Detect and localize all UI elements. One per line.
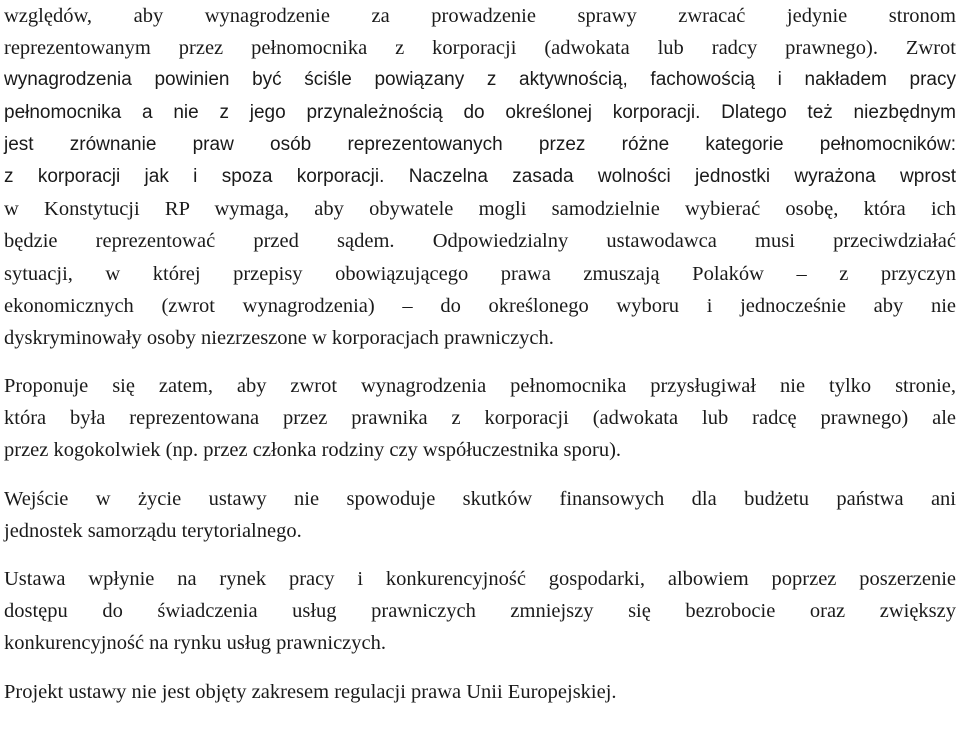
document-page	[4, 0, 956, 708]
paragraph-eu-law	[4, 676, 956, 708]
text-line: Projekt ustawy nie jest objęty zakresem regulacji prawa Unii Europejskiej.	[4, 680, 617, 703]
text-line: dostępu do świadczenia usług prawniczych zmniejszy się bezrobocie oraz zwiększy	[4, 600, 956, 623]
text-line: dyskryminowały osoby niezrzeszone w korporacjach prawniczych.	[4, 326, 554, 349]
text-line: z korporacji jak i spoza korporacji. Naczelna zasada wolności jednostki wyrażona wprost	[4, 165, 956, 187]
text-line: wynagrodzenia powinien być ściśle powiązany z aktywnością, fachowością i nakładem pracy	[4, 69, 956, 91]
text-line: przez kogokolwiek (np. przez członka rodziny czy współuczestnika sporu).	[4, 439, 622, 462]
text-line: ekonomicznych (zwrot wynagrodzenia) – do określonego wyboru i jednocześnie aby nie	[4, 294, 956, 317]
text-line: konkurencyjność na rynku usług prawniczych.	[4, 632, 386, 655]
text-line: będzie reprezentować przed sądem. Odpowiedzialny ustawodawca musi przeciwdziałać	[4, 230, 956, 253]
text-line: reprezentowanym przez pełnomocnika z korporacji (adwokata lub radcy prawnego). Zwrot	[4, 37, 956, 60]
paragraph-gap	[4, 467, 956, 483]
paragraph-labour-market	[4, 563, 956, 660]
paragraph-remuneration	[4, 0, 956, 354]
text-line: Proponuje się zatem, aby zwrot wynagrodzenia pełnomocnika przysługiwał nie tylko stronie,	[4, 375, 956, 398]
text-line: jednostek samorządu terytorialnego.	[4, 519, 302, 542]
paragraph-gap	[4, 547, 956, 563]
paragraph-gap	[4, 354, 956, 370]
text-line: sytuacji, w której przepisy obowiązującego prawa zmuszają Polaków – z przyczyn	[4, 262, 956, 285]
text-line: która była reprezentowana przez prawnika z korporacji (adwokata lub radcę prawnego) ale	[4, 407, 956, 430]
text-line: pełnomocnika a nie z jego przynależnością do określonej korporacji. Dlatego też niezbędnym	[4, 101, 956, 123]
text-line: Wejście w życie ustawy nie spowoduje skutków finansowych dla budżetu państwa ani	[4, 487, 956, 510]
text-line: w Konstytucji RP wymaga, aby obywatele mogli samodzielnie wybierać osobę, która ich	[4, 198, 956, 221]
paragraph-gap	[4, 660, 956, 676]
paragraph-financial-effects	[4, 483, 956, 547]
text-line: jest zrównanie praw osób reprezentowanych przez różne kategorie pełnomocników:	[4, 133, 956, 155]
text-line: Ustawa wpłynie na rynek pracy i konkurencyjność gospodarki, albowiem poprzez poszerzenie	[4, 568, 956, 590]
paragraph-proposal	[4, 370, 956, 467]
text-line: względów, aby wynagrodzenie za prowadzenie sprawy zwracać jedynie stronom	[4, 5, 956, 27]
